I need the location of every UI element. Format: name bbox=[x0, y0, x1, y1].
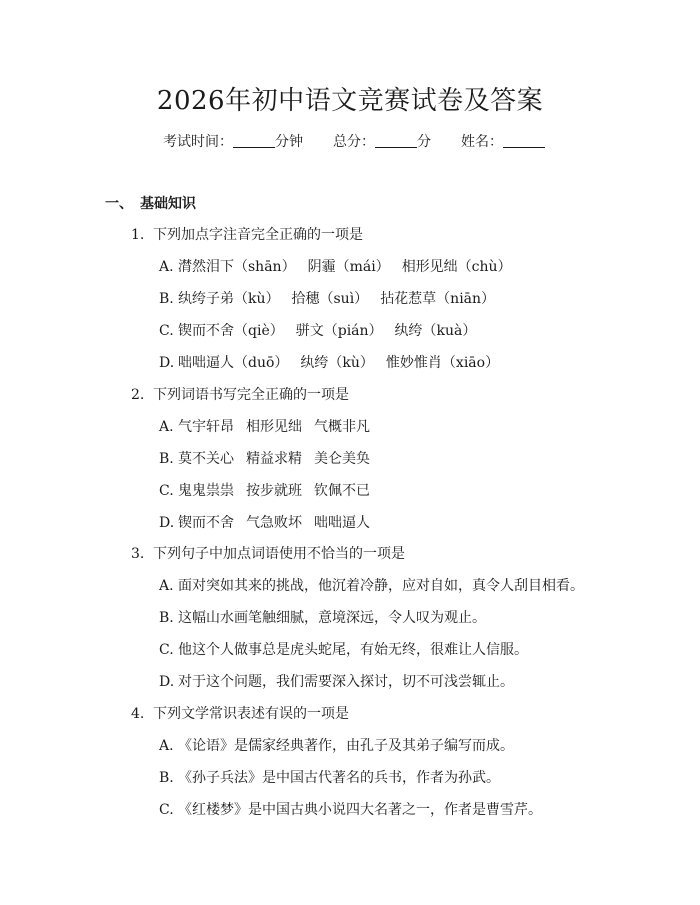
time-unit: 分钟 bbox=[275, 134, 303, 150]
exam-meta-line bbox=[163, 131, 545, 151]
name-blank bbox=[503, 133, 545, 148]
option-1c bbox=[159, 320, 476, 340]
option-item: 拈花惹草（niān） bbox=[380, 291, 496, 307]
option-item: 锲而不舍 bbox=[178, 515, 234, 531]
option-1b bbox=[159, 288, 495, 308]
option-letter: D. bbox=[159, 515, 175, 531]
option-letter: B. bbox=[159, 291, 174, 307]
option-item: 惟妙惟肖（xiāo） bbox=[385, 355, 500, 371]
score-label: 总分： bbox=[333, 134, 375, 150]
option-item: 《论语》是儒家经典著作，由孔子及其弟子编写而成。 bbox=[178, 738, 514, 754]
option-1d bbox=[159, 352, 499, 372]
option-2d bbox=[159, 512, 370, 532]
option-item: 按步就班 bbox=[246, 483, 302, 499]
option-item: 气概非凡 bbox=[314, 419, 370, 435]
option-item: 《孙子兵法》是中国古代著名的兵书，作者为孙武。 bbox=[178, 770, 500, 786]
option-letter: C. bbox=[159, 802, 174, 818]
option-item: 相形见绌（chù） bbox=[401, 259, 512, 275]
option-item: 《红楼梦》是中国古典小说四大名著之一，作者是曹雪芹。 bbox=[178, 802, 542, 818]
name-label: 姓名： bbox=[461, 134, 503, 150]
question-number: 1. bbox=[131, 227, 145, 243]
option-1a bbox=[159, 256, 512, 276]
section-number: 一、 bbox=[105, 196, 133, 212]
option-item: 相形见绌 bbox=[246, 419, 302, 435]
question-2 bbox=[131, 384, 349, 404]
option-item: 骈文（pián） bbox=[295, 323, 383, 339]
option-letter: C. bbox=[159, 483, 174, 499]
question-text: 下列加点字注音完全正确的一项是 bbox=[153, 227, 363, 243]
option-letter: A. bbox=[159, 738, 174, 754]
option-letter: B. bbox=[159, 770, 174, 786]
option-item: 纨绔子弟（kù） bbox=[178, 291, 280, 307]
option-item: 莫不关心 bbox=[178, 451, 234, 467]
option-4b bbox=[159, 767, 500, 787]
score-unit: 分 bbox=[417, 134, 431, 150]
question-4 bbox=[131, 703, 349, 723]
time-blank bbox=[233, 133, 275, 148]
question-text: 下列词语书写完全正确的一项是 bbox=[153, 387, 349, 403]
option-item: 纨绔（kuà） bbox=[394, 323, 477, 339]
question-3 bbox=[131, 543, 405, 563]
question-number: 2. bbox=[131, 387, 145, 403]
option-3b bbox=[159, 607, 486, 627]
option-item: 鬼鬼祟祟 bbox=[178, 483, 234, 499]
question-text: 下列句子中加点词语使用不恰当的一项是 bbox=[153, 546, 405, 562]
option-letter: A. bbox=[159, 419, 174, 435]
option-3a bbox=[159, 575, 584, 595]
option-letter: A. bbox=[159, 259, 174, 275]
option-item: 阴霾（mái） bbox=[307, 259, 390, 275]
option-4c bbox=[159, 799, 542, 819]
score-blank bbox=[375, 133, 417, 148]
option-item: 拾穗（suì） bbox=[291, 291, 369, 307]
option-letter: D. bbox=[159, 355, 175, 371]
section-heading bbox=[105, 193, 196, 213]
question-number: 3. bbox=[131, 546, 145, 562]
option-2b bbox=[159, 448, 370, 468]
option-item: 锲而不舍（qiè） bbox=[178, 323, 284, 339]
option-3c bbox=[159, 639, 528, 659]
option-letter: D. bbox=[159, 674, 175, 690]
option-item: 咄咄逼人（duō） bbox=[178, 355, 289, 371]
question-number: 4. bbox=[131, 706, 145, 722]
option-item: 钦佩不已 bbox=[314, 483, 370, 499]
time-label: 考试时间： bbox=[163, 134, 233, 150]
option-item: 气急败坏 bbox=[246, 515, 302, 531]
option-4a bbox=[159, 735, 514, 755]
option-item: 面对突如其来的挑战，他沉着冷静，应对自如，真令人刮目相看。 bbox=[178, 578, 584, 594]
option-item: 纨绔（kù） bbox=[300, 355, 374, 371]
option-letter: C. bbox=[159, 323, 174, 339]
question-1 bbox=[131, 224, 363, 244]
option-item: 这幅山水画笔触细腻，意境深远，令人叹为观止。 bbox=[178, 610, 486, 626]
option-letter: B. bbox=[159, 610, 174, 626]
option-item: 美仑美奂 bbox=[314, 451, 370, 467]
option-letter: B. bbox=[159, 451, 174, 467]
option-item: 气宇轩昂 bbox=[178, 419, 234, 435]
option-2c bbox=[159, 480, 370, 500]
question-text: 下列文学常识表述有误的一项是 bbox=[153, 706, 349, 722]
option-item: 潸然泪下（shān） bbox=[178, 259, 296, 275]
option-item: 他这个人做事总是虎头蛇尾，有始无终，很难让人信服。 bbox=[178, 642, 528, 658]
option-item: 咄咄逼人 bbox=[314, 515, 370, 531]
option-3d bbox=[159, 671, 514, 691]
option-item: 对于这个问题，我们需要深入探讨，切不可浅尝辄止。 bbox=[178, 674, 514, 690]
option-letter: A. bbox=[159, 578, 174, 594]
option-item: 精益求精 bbox=[246, 451, 302, 467]
option-letter: C. bbox=[159, 642, 174, 658]
option-2a bbox=[159, 416, 370, 436]
section-title: 基础知识 bbox=[140, 196, 196, 212]
exam-title: 2026年初中语文竞赛试卷及答案 bbox=[156, 86, 544, 116]
